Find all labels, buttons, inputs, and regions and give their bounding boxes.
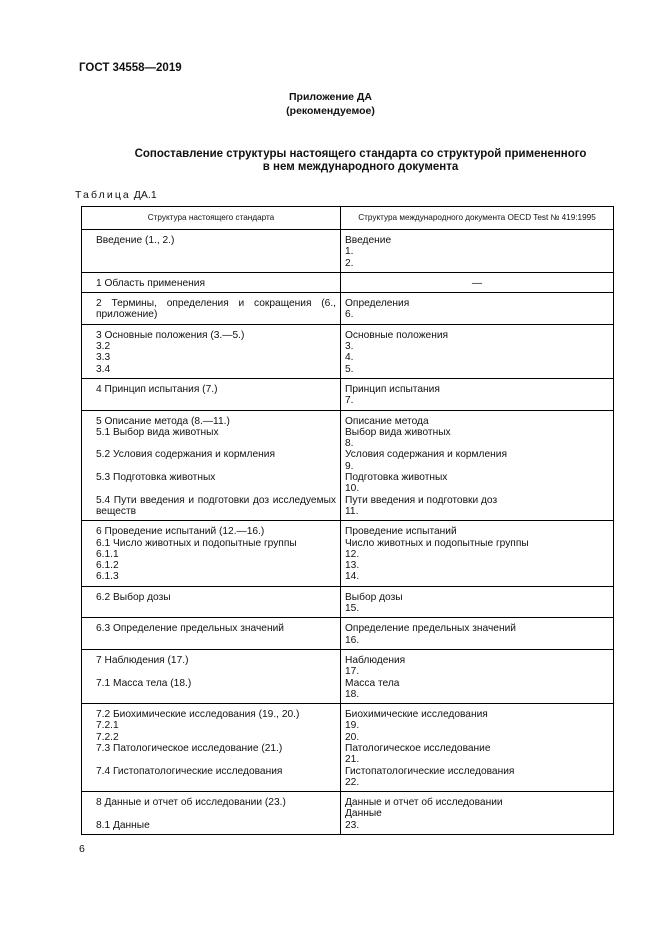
right-cell [341,521,614,586]
cell-line: 2. [345,257,354,269]
left-cell [82,521,341,586]
cell-line: 6.1.1 [96,548,119,560]
cell-spacer [86,438,336,449]
right-cell [341,324,614,378]
cell-line: 3 Основные положения (3.—5.) [96,329,245,341]
right-cell [341,704,614,792]
document-header: ГОСТ 34558—2019 [79,62,182,74]
cell-line: 7.3 Патологическое исследование (21.) [96,742,283,754]
right-cell [341,410,614,521]
cell-line: Подготовка животных [345,472,448,484]
cell-line: 5. [345,363,354,375]
cell-line: 3.3 [96,352,111,364]
left-cell [82,230,341,273]
table-header-row [82,207,614,230]
cell-line: 19. [345,720,360,732]
right-cell [341,618,614,650]
table-row [82,792,614,835]
cell-line: 3.2 [96,341,111,353]
left-cell [82,272,341,292]
cell-line: 6.1.3 [96,571,119,583]
cell-line: 6.3 Определение предельных значений [96,623,284,635]
cell-line: Пути введения и подготовки доз [345,494,498,506]
table-row [82,230,614,273]
appendix-title: Приложение ДА [289,91,372,103]
cell-line: 7.2 Биохимические исследования (19., 20.) [96,709,300,721]
section-heading [30,148,661,174]
cell-spacer [86,808,336,819]
cell-line: 2 Термины, определения и сокращения (6., приложение) [96,298,336,321]
cell-line: Выбор вида животных [345,426,451,438]
cell-line: 8. [345,438,354,450]
cell-line: 5.3 Подготовка животных [96,472,216,484]
cell-line: 15. [345,603,360,615]
cell-line: 14. [345,571,360,583]
cell-line: Описание метода [345,415,429,427]
cell-line: 5.2 Условия содержания и кормления [96,449,275,461]
left-cell [82,618,341,650]
cell-line: 16. [345,634,360,646]
cell-line: 7. [345,395,354,407]
cell-line: Введение [345,235,392,246]
cell-line: 4. [345,352,354,364]
cell-line: 6.1.2 [96,560,119,572]
appendix-note: (рекомендуемое) [286,105,375,117]
cell-line: 4 Принцип испытания (7.) [96,383,218,395]
table-row [82,649,614,703]
heading-line-2: в нем международного документа [262,161,459,173]
right-cell [341,586,614,618]
cell-line: Определение предельных значений [345,623,516,635]
cell-line: Основные положения [345,329,449,341]
cell-line: 11. [345,505,359,517]
cell-line: Наблюдения [345,654,406,666]
cell-line: Патологическое исследование [345,742,491,754]
cell-line: 13. [345,560,360,572]
cell-line: Биохимические исследования [345,709,488,721]
cell-line: 17. [345,666,360,678]
comparison-table [81,206,614,835]
table-row [82,293,614,325]
cell-spacer [86,666,336,677]
cell-line: 21. [345,754,360,766]
cell-line: Масса тела [345,677,400,689]
cell-line: 10. [345,483,360,495]
cell-line: Данные и отчет об исследовании [345,797,503,809]
heading-line-1: Сопоставление структуры настоящего стандарта со структурой примененного [134,148,587,160]
cell-line: 20. [345,731,360,743]
page-number: 6 [79,843,85,855]
left-cell [82,410,341,521]
table-row [82,272,614,292]
cell-line: 3. [345,341,354,353]
cell-line: 7.4 Гистопатологические исследования [96,765,283,777]
left-cell [82,704,341,792]
table-row [82,378,614,410]
column-header-international: Структура международного документа OECD Test № 419:1995 [341,207,614,230]
cell-line: Выбор дозы [345,591,403,603]
appendix-title-block [0,90,661,118]
cell-line: 5.1 Выбор вида животных [96,426,219,438]
cell-line: 8 Данные и отчет об исследовании (23.) [96,797,286,809]
cell-line: 12. [345,548,360,560]
right-cell [341,272,614,292]
cell-line: 8.1 Данные [96,819,150,831]
table-caption-prefix: Таблица [75,189,131,201]
cell-line: 18. [345,688,360,700]
cell-line: 7 Наблюдения (17.) [96,654,189,666]
table-row [82,586,614,618]
right-cell [341,792,614,835]
cell-line: Определения [345,298,410,310]
cell-line: 1. [345,246,354,258]
cell-line: 23. [345,819,360,831]
right-cell [341,293,614,325]
cell-line: 5 Описание метода (8.—11.) [96,415,230,427]
cell-line: 6. [345,309,354,321]
cell-line: 7.2.1 [96,720,119,732]
cell-line: Число животных и подопытные группы [345,537,529,549]
right-cell [341,230,614,273]
cell-line: Введение (1., 2.) [96,235,175,246]
cell-line: 7.2.2 [96,731,119,743]
cell-line: 6.1 Число животных и подопытные группы [96,537,297,549]
cell-line: 5.4 Пути введения и подготовки доз исследуемых веществ [96,494,336,517]
cell-line: — [471,277,483,289]
left-cell [82,649,341,703]
right-cell [341,649,614,703]
table-row [82,324,614,378]
cell-line: 1 Область применения [96,277,205,289]
cell-spacer [86,461,336,472]
cell-line: 9. [345,460,354,472]
column-header-standard: Структура настоящего стандарта [82,207,341,230]
left-cell [82,324,341,378]
left-cell [82,293,341,325]
table-row [82,410,614,521]
cell-line: Принцип испытания [345,383,440,395]
cell-spacer [86,483,336,494]
left-cell [82,586,341,618]
table-row [82,704,614,792]
table-caption [75,189,157,201]
cell-spacer [86,754,336,765]
table-row [82,618,614,650]
cell-line: 6.2 Выбор дозы [96,591,171,603]
cell-line: 6 Проведение испытаний (12.—16.) [96,526,265,538]
cell-line: 7.1 Масса тела (18.) [96,677,192,689]
left-cell [82,792,341,835]
cell-line: Данные [345,808,382,820]
cell-line: Проведение испытаний [345,526,457,538]
cell-line: Условия содержания и кормления [345,449,507,461]
table-caption-id: ДА.1 [133,189,157,201]
left-cell [82,378,341,410]
table-row [82,521,614,586]
cell-line: 3.4 [96,363,111,375]
right-cell [341,378,614,410]
cell-line: 22. [345,776,360,788]
cell-line: Гистопатологические исследования [345,765,515,777]
